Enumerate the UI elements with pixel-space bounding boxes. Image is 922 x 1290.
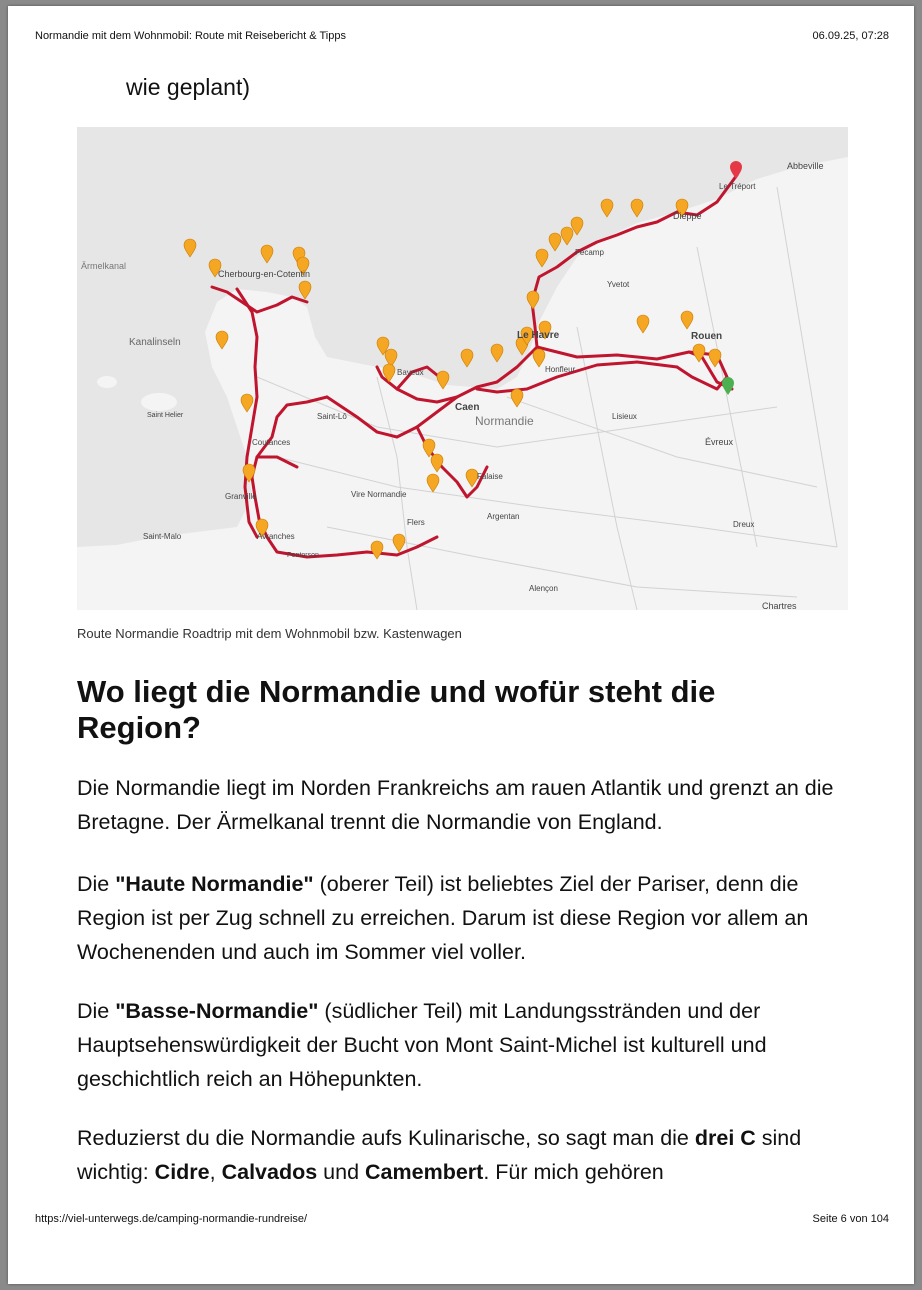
map-label-avranches: Avranches — [257, 532, 295, 541]
bold-haute-normandie: "Haute Normandie" — [115, 872, 314, 896]
map-label-kanal: Ärmelkanal — [81, 261, 127, 271]
map-label-caen: Caen — [455, 402, 480, 413]
map-svg — [77, 127, 848, 610]
map-label-fecamp: Fécamp — [575, 248, 604, 257]
map-label-evreux: Évreux — [705, 437, 734, 447]
map-label-rouen: Rouen — [691, 331, 723, 342]
map-label-granville: Granville — [225, 492, 257, 501]
footer-url[interactable]: https://viel-unterwegs.de/camping-normandie-rundreise/ — [35, 1213, 308, 1225]
map-label-falaise: Falaise — [477, 472, 503, 481]
map-label-dieppe: Dieppe — [673, 211, 702, 221]
map-label-lisieux: Lisieux — [612, 412, 637, 421]
paragraph-kulinarisch: Reduzierst du die Normandie aufs Kulinarische, so sagt man die drei C sind wichtig: Cidre, Calvados und Camembert. Für mich gehören — [77, 1126, 802, 1184]
paragraph-basse-normandie: Die "Basse-Normandie" (südlicher Teil) mit Landungsstränden und der Hauptsehenswürdigkeit der Bucht von Mont Saint-Michel ist kulturell und geschichtlich reich an Höhepunkten. — [77, 999, 767, 1091]
map-label-coutances: Coutances — [252, 438, 291, 447]
map-label-saint-lo: Saint-Lô — [317, 412, 347, 421]
map-label-bayeux: Bayeux — [397, 368, 424, 377]
jersey-island — [141, 393, 177, 411]
map-label-cherbourg: Cherbourg-en-Cotentin — [218, 269, 311, 279]
guernsey-island — [97, 376, 117, 388]
header-datetime: 06.09.25, 07:28 — [812, 30, 889, 42]
footer-page-number: Seite 6 von 104 — [812, 1213, 889, 1225]
print-page — [8, 6, 914, 1284]
map-label-flers: Flers — [407, 518, 425, 527]
map-caption: Route Normandie Roadtrip mit dem Wohnmobil bzw. Kastenwagen — [77, 626, 462, 641]
map-label-saint-helier: Saint Helier — [147, 412, 184, 419]
bold-basse-normandie: "Basse-Normandie" — [115, 999, 319, 1023]
map-label-le-havre: Le Havre — [517, 330, 560, 341]
map-label-saint-malo: Saint-Malo — [143, 532, 182, 541]
paragraph-haute-normandie: Die "Haute Normandie" (oberer Teil) ist beliebtes Ziel der Pariser, denn die Region ist per Zug schnell zu erreichen. Darum ist diese Region vor allem an Wochenenden und auch im Sommer viel voller. — [77, 872, 809, 964]
text-fragment: wie geplant) — [126, 74, 251, 100]
map-label-le-treport: Le Tréport — [719, 182, 756, 191]
map-label-yvetot: Yvetot — [607, 280, 630, 289]
paragraph-location: Die Normandie liegt im Norden Frankreichs am rauen Atlantik und grenzt an die Bretagne. Der Ärmelkanal trennt die Normandie von England. — [77, 776, 834, 834]
map-label-normandie: Normandie — [475, 414, 534, 428]
map-label-dreux: Dreux — [733, 520, 755, 529]
route-map — [77, 127, 848, 610]
map-label-argentan: Argentan — [487, 512, 520, 521]
map-label-honfleur: Honfleur — [545, 365, 576, 374]
map-label-alencon: Alençon — [529, 584, 558, 593]
map-label-chartres: Chartres — [762, 601, 797, 610]
map-label-kanalinseln: Kanalinseln — [129, 337, 181, 348]
section-heading: Wo liegt die Normandie und wofür steht die Region? — [77, 674, 716, 745]
header-title: Normandie mit dem Wohnmobil: Route mit Reisebericht & Tipps — [35, 30, 346, 42]
map-label-abbeville: Abbeville — [787, 161, 824, 171]
map-label-pontorson: Pontorson — [287, 552, 319, 559]
map-label-vire: Vire Normandie — [351, 490, 407, 499]
